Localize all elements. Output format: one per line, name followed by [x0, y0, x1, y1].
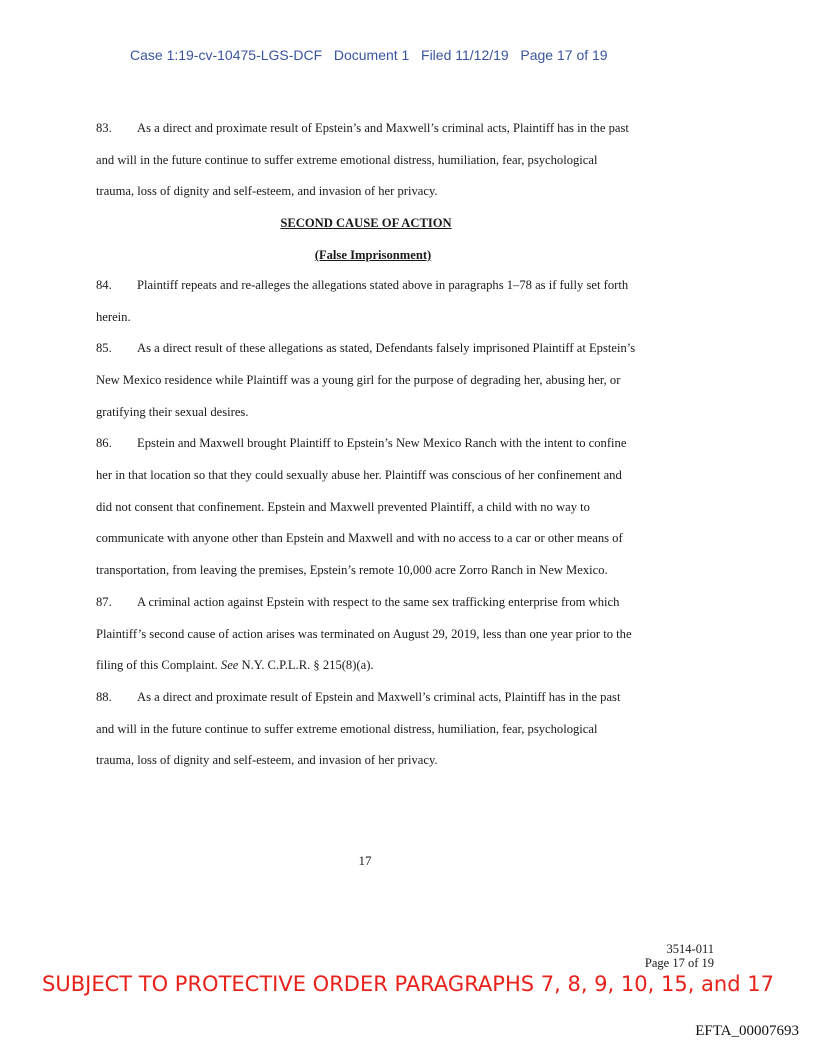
case-header	[130, 47, 608, 63]
citation: N.Y. C.P.L.R. § 215(8)(a).	[241, 658, 374, 673]
section-title: SECOND CAUSE OF ACTION	[280, 216, 452, 231]
footer-identifier	[645, 942, 714, 970]
paragraph-85	[96, 333, 636, 428]
document-body	[96, 113, 636, 777]
paragraph-number: 83.	[96, 121, 112, 135]
filed-date: Filed 11/12/19	[421, 47, 509, 63]
paragraph-88	[96, 682, 636, 777]
paragraph-number: 86.	[96, 436, 112, 451]
case-number: Case 1:19-cv-10475-LGS-DCF	[130, 47, 323, 63]
page-number: 17	[358, 853, 372, 868]
footer-doc-id: 3514-011	[666, 942, 714, 956]
paragraph-number: 85.	[96, 341, 112, 356]
paragraph-84	[96, 270, 636, 333]
paragraph-text: Epstein and Maxwell brought Plaintiff to Epstein’s New Mexico Ranch with the intent to confine her in that location so that they could sexually abuse her. Plaintiff was conscious of her confinement and did not consent that confinement. Epstein and Maxwell prevented Plaintiff, a child with no way to communicate with anyone other than Epstein and Maxwell and with no access to a car or other means of transportation, from leaving the premises, Epstein’s remote 10,000 acre Zorro Ranch in New Mexico.	[96, 436, 627, 578]
paragraph-text: As a direct result of these allegations as stated, Defendants falsely imprisoned Plaintiff at Epstein’s New Mexico residence while Plaintiff was a young girl for the purpose of degrading her, abusing her, or gratifying their sexual desires.	[96, 341, 636, 419]
paragraph-number: 87.	[96, 594, 112, 609]
paragraph-number: 88.	[96, 689, 112, 704]
paragraph-text: A criminal action against Epstein with respect to the same sex trafficking enterprise from which Plaintiff’s second cause of action arises was terminated on August 29, 2019, less than one year prior to the filing of this Complaint.	[96, 594, 632, 673]
paragraph-text: Plaintiff repeats and re-alleges the allegations stated above in paragraphs 1–78 as if fully set forth herein.	[96, 277, 629, 324]
section-subtitle: (False Imprisonment)	[314, 247, 432, 262]
protective-order-notice: SUBJECT TO PROTECTIVE ORDER PARAGRAPHS 7, 8, 9, 10, 15, and 17	[42, 972, 774, 996]
paragraph-text: As a direct and proximate result of Epstein’s and Maxwell’s criminal acts, Plaintiff has in the past and will in the future continue to suffer extreme emotional distress, humiliation, fear, psychological trauma, loss of dignity and self-esteem, and invasion of her privacy.	[96, 121, 629, 199]
paragraph-number: 84.	[96, 277, 112, 292]
bates-number: EFTA_00007693	[695, 1023, 799, 1039]
paragraph-86	[96, 428, 636, 587]
paragraph-83	[96, 113, 636, 208]
citation-signal: See	[220, 658, 239, 673]
header-page: Page 17 of 19	[520, 47, 608, 63]
paragraph-87	[96, 587, 636, 682]
footer-page: Page 17 of 19	[644, 956, 714, 970]
paragraph-text: As a direct and proximate result of Epstein and Maxwell’s criminal acts, Plaintiff has in the past and will in the future continue to suffer extreme emotional distress, humiliation, fear, psychological trauma, loss of dignity and self-esteem, and invasion of her privacy.	[96, 689, 621, 768]
document-number: Document 1	[333, 47, 410, 63]
